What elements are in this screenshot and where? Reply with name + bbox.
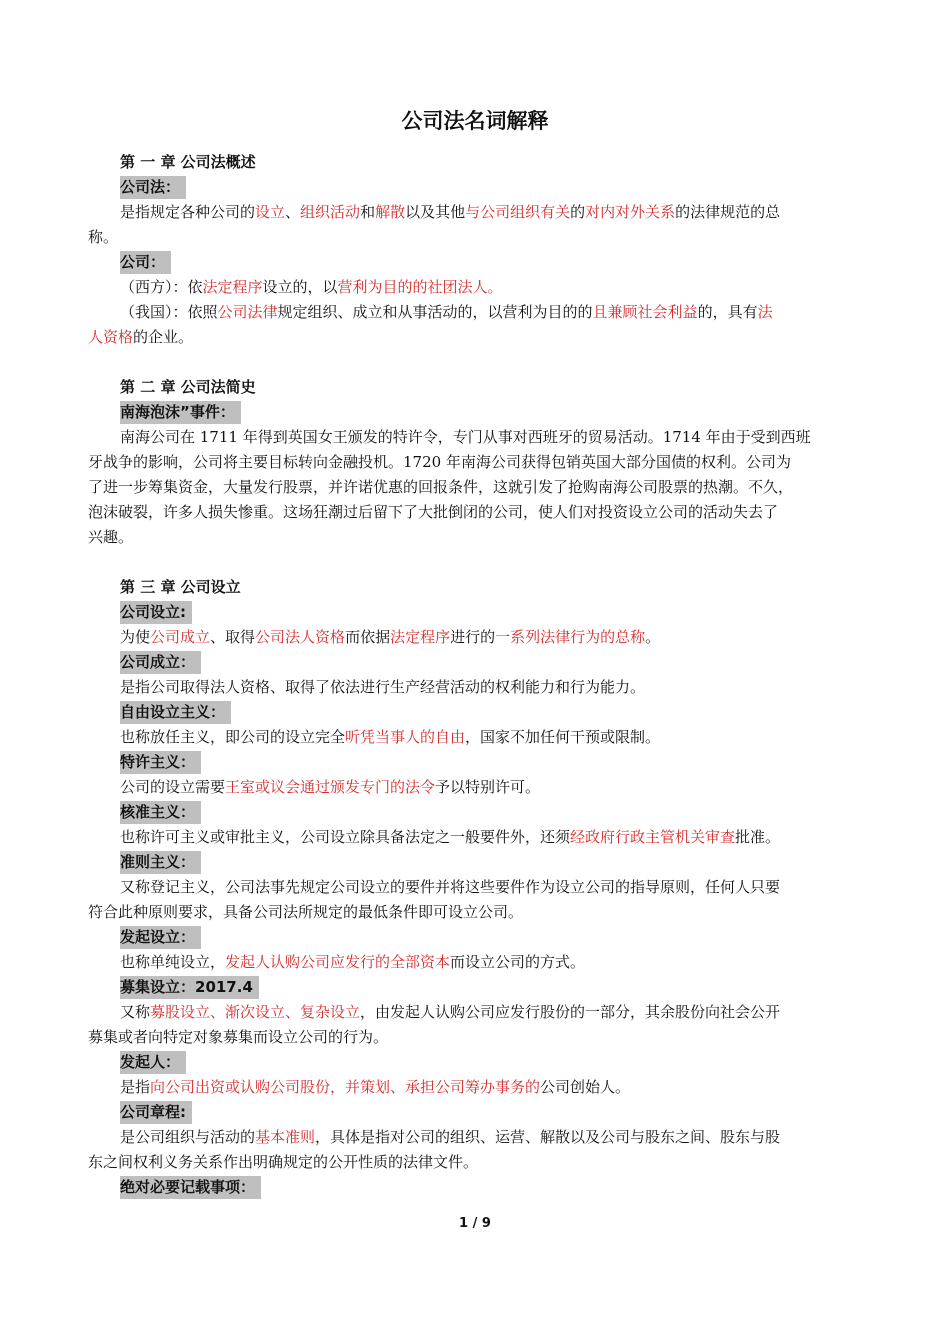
highlighted-text: 设立 xyxy=(255,203,286,221)
text-segment: 第 三 章 公司设立 xyxy=(120,578,241,596)
term-highlight xyxy=(120,1176,261,1199)
text-segment: 规定组织、成立和从事活动的，以营利为目的的 xyxy=(277,303,593,321)
highlighted-text: 营利为目的的社团法人。 xyxy=(337,278,503,296)
body-text-line xyxy=(88,675,860,700)
text-segment: 绝对必要记载事项： xyxy=(120,1178,256,1196)
text-segment: 准则主义： xyxy=(120,853,196,871)
text-segment: 的，具有 xyxy=(697,303,758,321)
text-segment: 也称放任主义，即公司的设立完全 xyxy=(120,728,346,746)
text-segment: 公司的设立需要 xyxy=(120,778,226,796)
text-segment: 公司成立： xyxy=(120,653,196,671)
document-body xyxy=(88,150,860,1200)
body-text-line xyxy=(88,725,860,750)
highlighted-text: 基本准则 xyxy=(255,1128,316,1146)
highlighted-text: 解散 xyxy=(375,203,406,221)
text-segment: 、 xyxy=(285,203,301,221)
term-highlight xyxy=(120,851,201,874)
text-segment: 公司： xyxy=(120,253,166,271)
body-text-line xyxy=(88,950,860,975)
highlighted-text: 公司法人资格 xyxy=(255,628,346,646)
highlighted-text: 法定程序 xyxy=(390,628,451,646)
text-segment: 第 二 章 公司法简史 xyxy=(120,378,256,396)
text-segment: ，由发起人认购公司应发行股份的一部分，其余股份向社会公开 xyxy=(360,1003,781,1021)
chapter-heading xyxy=(88,150,860,175)
text-segment: 进行的 xyxy=(450,628,496,646)
text-segment: 而依据 xyxy=(345,628,391,646)
highlighted-text: 法 xyxy=(757,303,773,321)
text-segment: 公司法： xyxy=(120,178,181,196)
term-heading xyxy=(88,600,860,625)
text-segment: 募集或者向特定对象募集而设立公司的行为。 xyxy=(88,1028,389,1046)
term-heading xyxy=(88,850,860,875)
body-text-line xyxy=(88,200,860,225)
highlighted-text: 王室或议会通过颁发专门的法令 xyxy=(225,778,436,796)
text-segment: ，具体是指对公司的组织、运营、解散以及公司与股东之间、股东与股 xyxy=(315,1128,781,1146)
term-highlight xyxy=(120,176,186,199)
body-text-line xyxy=(88,825,860,850)
text-segment: 核准主义： xyxy=(120,803,196,821)
text-segment: 的法律规范的总 xyxy=(675,203,781,221)
term-highlight xyxy=(120,1101,192,1124)
term-heading xyxy=(88,975,860,1000)
text-segment: 公司创始人。 xyxy=(540,1078,631,1096)
highlighted-text: 对内对外关系 xyxy=(585,203,676,221)
body-text-line xyxy=(88,525,860,550)
body-text-line xyxy=(88,875,860,900)
body-text-line xyxy=(88,625,860,650)
term-heading xyxy=(88,750,860,775)
highlighted-text: 公司法律 xyxy=(217,303,278,321)
text-segment: 和 xyxy=(360,203,376,221)
term-heading xyxy=(88,700,860,725)
body-text-line xyxy=(88,325,860,350)
text-segment: 第 一 章 公司法概述 xyxy=(120,153,256,171)
term-highlight xyxy=(120,601,192,624)
body-text-line xyxy=(88,450,860,475)
text-segment: 兴趣。 xyxy=(88,528,134,546)
text-segment: 发起人： xyxy=(120,1053,181,1071)
term-highlight xyxy=(120,251,171,274)
term-highlight xyxy=(120,701,231,724)
blank-line xyxy=(88,550,860,575)
chapter-heading xyxy=(88,375,860,400)
text-segment: 也称单纯设立， xyxy=(120,953,226,971)
term-highlight xyxy=(120,976,259,999)
text-segment: 、取得 xyxy=(210,628,256,646)
text-segment: 又称登记主义，公司法事先规定公司设立的要件并将这些要件作为设立公司的指导原则，任何人只要 xyxy=(120,878,781,896)
highlighted-text: 发起人认购公司应发行的全部资本 xyxy=(225,953,451,971)
text-segment: 特许主义： xyxy=(120,753,196,771)
highlighted-text: 募股设立、渐次设立、复杂设立 xyxy=(150,1003,361,1021)
body-text-line xyxy=(88,1125,860,1150)
term-heading xyxy=(88,400,860,425)
term-heading xyxy=(88,1050,860,1075)
text-segment: 也称许可主义或审批主义，公司设立除具备法定之一般要件外，还须 xyxy=(120,828,571,846)
document-title: 公司法名词解释 xyxy=(401,109,549,133)
highlighted-text: 公司成立 xyxy=(150,628,211,646)
body-text-line xyxy=(88,475,860,500)
text-segment: （西方）：依 xyxy=(120,278,203,296)
body-text-line xyxy=(88,225,860,250)
text-segment: 称。 xyxy=(88,228,119,246)
term-heading xyxy=(88,175,860,200)
text-segment: 设立的，以 xyxy=(262,278,338,296)
text-segment: 是公司组织与活动的 xyxy=(120,1128,256,1146)
term-highlight xyxy=(120,651,201,674)
term-highlight xyxy=(120,1051,186,1074)
text-segment: 公司设立: xyxy=(120,603,186,621)
text-segment: 发起设立： xyxy=(120,928,196,946)
body-text-line xyxy=(88,900,860,925)
body-text-line xyxy=(88,1025,860,1050)
chapter-heading xyxy=(88,575,860,600)
highlighted-text: 与公司组织有关 xyxy=(465,203,571,221)
highlighted-text: 向公司出资或认购公司股份，并策划、承担公司筹办事务的 xyxy=(150,1078,541,1096)
body-text-line xyxy=(88,775,860,800)
text-segment: （我国）：依照 xyxy=(120,303,218,321)
highlighted-text: 法定程序 xyxy=(202,278,263,296)
text-segment: 南海公司在 1711 年得到英国女王颁发的特许令，专门从事对西班牙的贸易活动。1714 年由于受到西班 xyxy=(120,428,811,446)
body-text-line xyxy=(88,1000,860,1025)
text-segment: 了进一步筹集资金，大量发行股票，并许诺优惠的回报条件，这就引发了抢购南海公司股票的热潮。不久， xyxy=(88,478,794,496)
page-number: 1 / 9 xyxy=(459,1216,491,1231)
text-segment: 。 xyxy=(645,628,661,646)
term-heading xyxy=(88,800,860,825)
text-segment: 牙战争的影响，公司将主要目标转向金融投机。1720 年南海公司获得包销英国大部分国债的权利。公司为 xyxy=(88,453,791,471)
term-heading xyxy=(88,650,860,675)
term-heading xyxy=(88,250,860,275)
text-segment: 而设立公司的方式。 xyxy=(450,953,586,971)
highlighted-text: 且兼顾社会利益 xyxy=(592,303,698,321)
text-segment: 是指 xyxy=(120,1078,151,1096)
body-text-line xyxy=(88,1075,860,1100)
highlighted-text: 一系列法律行为的总称 xyxy=(495,628,646,646)
term-heading xyxy=(88,1100,860,1125)
text-segment: 是指公司取得法人资格、取得了依法进行生产经营活动的权利能力和行为能力。 xyxy=(120,678,646,696)
highlighted-text: 听凭当事人的自由 xyxy=(345,728,466,746)
body-text-line xyxy=(88,1150,860,1175)
text-segment: 泡沫破裂，许多人损失惨重。这场狂潮过后留下了大批倒闭的公司，使人们对投资设立公司的活动失去了 xyxy=(88,503,779,521)
term-heading xyxy=(88,1175,860,1200)
highlighted-text: 人资格 xyxy=(88,328,134,346)
term-highlight xyxy=(120,801,201,824)
text-segment: 的 xyxy=(570,203,586,221)
body-text-line xyxy=(88,275,860,300)
text-segment: 符合此种原则要求，具备公司法所规定的最低条件即可设立公司。 xyxy=(88,903,524,921)
text-segment: 南海泡沫”事件： xyxy=(120,403,235,421)
text-segment: 的企业。 xyxy=(133,328,194,346)
text-segment: 公司章程: xyxy=(120,1103,186,1121)
text-segment: 以及其他 xyxy=(405,203,466,221)
blank-line xyxy=(88,350,860,375)
text-segment: 为使 xyxy=(120,628,151,646)
text-segment: 东之间权利义务关系作出明确规定的公开性质的法律文件。 xyxy=(88,1153,479,1171)
term-highlight xyxy=(120,926,201,949)
highlighted-text: 经政府行政主管机关审查 xyxy=(570,828,736,846)
body-text-line xyxy=(88,500,860,525)
text-segment: 是指规定各种公司的 xyxy=(120,203,256,221)
text-segment: 予以特别许可。 xyxy=(435,778,541,796)
text-segment: 批准。 xyxy=(735,828,781,846)
body-text-line xyxy=(88,425,860,450)
text-segment: 募集设立：2017.4 xyxy=(120,978,253,996)
term-heading xyxy=(88,925,860,950)
highlighted-text: 组织活动 xyxy=(300,203,361,221)
text-segment: ，国家不加任何干预或限制。 xyxy=(465,728,661,746)
body-text-line xyxy=(88,300,860,325)
term-highlight xyxy=(120,751,201,774)
text-segment: 自由设立主义： xyxy=(120,703,226,721)
text-segment: 又称 xyxy=(120,1003,151,1021)
term-highlight xyxy=(120,401,241,424)
